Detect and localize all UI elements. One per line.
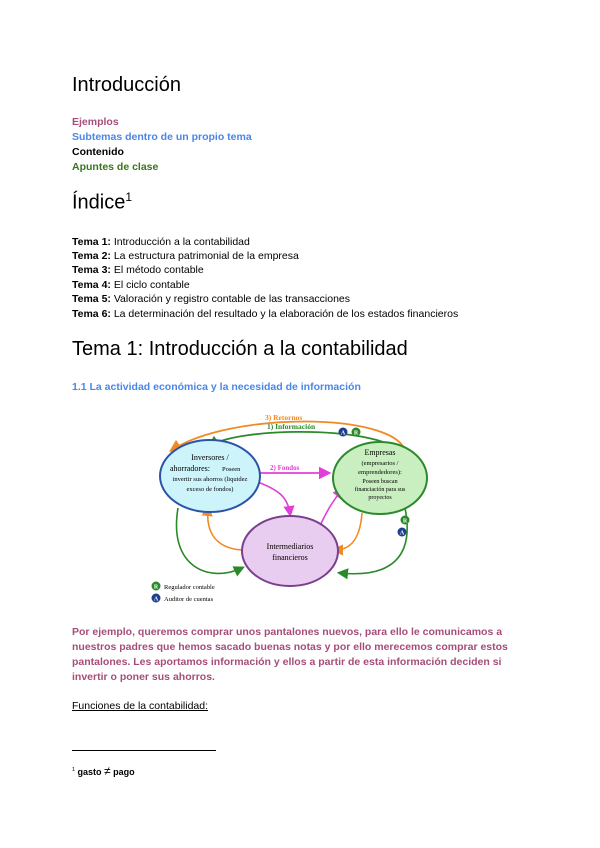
toc-item-tema-2[interactable]: Tema 2: La estructura patrimonial de la empresa <box>72 250 299 262</box>
footnote-1: $^1$ gasto ≠ pago <box>72 764 135 778</box>
legend-contenido: Contenido <box>72 146 124 158</box>
svg-text:A: A <box>153 596 159 603</box>
toc-item-tema-5[interactable]: Tema 5: Valoración y registro contable de las transacciones <box>72 293 351 305</box>
label-fondos: 2) Fondos <box>270 464 300 472</box>
svg-text:R: R <box>402 518 408 525</box>
intermediaries-title-2: financieros <box>272 553 308 562</box>
companies-desc-1: Poseen buscan <box>362 479 398 485</box>
arrow-companies-green <box>340 508 407 574</box>
companies-title-3: emprendedores): <box>358 469 402 476</box>
svg-text:R: R <box>153 584 159 591</box>
svg-text:A: A <box>399 530 405 537</box>
legend-apuntes: Apuntes de clase <box>72 161 159 173</box>
investors-title-2: ahorradores: <box>170 464 210 473</box>
legend-subtemas: Subtemas dentro de un propio tema <box>72 131 252 143</box>
footnote-separator <box>72 750 216 751</box>
companies-title: Empresas <box>364 448 396 457</box>
financial-flow-diagram <box>150 408 450 608</box>
example-paragraph: Por ejemplo, queremos comprar unos pantalones nuevos, para ello le comunicamos a nuestros padres que hemos sacado buenas notas y por ello merecemos comprar estos pantalones. Les aportamos información y ellos a partir de esta información deciden si invertir o poner sus ahorros. <box>72 626 508 683</box>
svg-text:R: R <box>353 430 359 437</box>
companies-desc-2: financiación para sus <box>354 487 406 493</box>
intermediaries-title: Intermediarios <box>266 542 314 551</box>
investors-title: Inversores / <box>191 453 229 462</box>
toc-item-tema-3[interactable]: Tema 3: El método contable <box>72 264 204 276</box>
toc-item-tema-1[interactable]: Tema 1: Introducción a la contabilidad <box>72 236 250 248</box>
label-informacion: 1) Información <box>267 422 316 431</box>
functions-heading: Funciones de la contabilidad: <box>72 700 209 712</box>
key-auditor-label: Auditor de cuentas <box>164 596 214 603</box>
arrow-companies-to-intermediaries-orange <box>335 513 362 550</box>
key-regulator-label: Regulador contable <box>164 584 215 591</box>
companies-desc-3: proyectos <box>368 495 392 501</box>
footnote-ref[interactable]: 1 <box>125 190 133 204</box>
legend-ejemplos: Ejemplos <box>72 116 119 128</box>
svg-text:A: A <box>340 430 346 437</box>
arrow-intermediaries-to-investors-orange <box>208 508 242 550</box>
heading-tema-1: Tema 1: Introducción a la contabilidad <box>72 338 408 360</box>
subtopic-1-1: 1.1 La actividad económica y la necesidad de información <box>72 381 361 393</box>
investors-desc-3: exceso de fondos) <box>186 486 234 493</box>
arrow-fondos-to-intermediaries <box>255 481 290 514</box>
arrow-investors-green <box>176 508 242 573</box>
toc-item-tema-6[interactable]: Tema 6: La determinación del resultado y la elaboración de los estados financieros <box>72 308 459 320</box>
investors-desc-2: invertir sus ahorros (liquidez <box>172 476 248 483</box>
heading-indice: Índice$^1$ <box>72 190 133 214</box>
toc-item-tema-4[interactable]: Tema 4: El ciclo contable <box>72 279 190 291</box>
investors-desc-1: Poseen <box>222 466 241 473</box>
heading-introduccion: Introducción <box>72 74 181 96</box>
label-retornos: 3) Retornos <box>265 413 303 422</box>
intermediaries-node <box>242 516 338 586</box>
companies-title-2: (empresarios / <box>361 460 399 467</box>
